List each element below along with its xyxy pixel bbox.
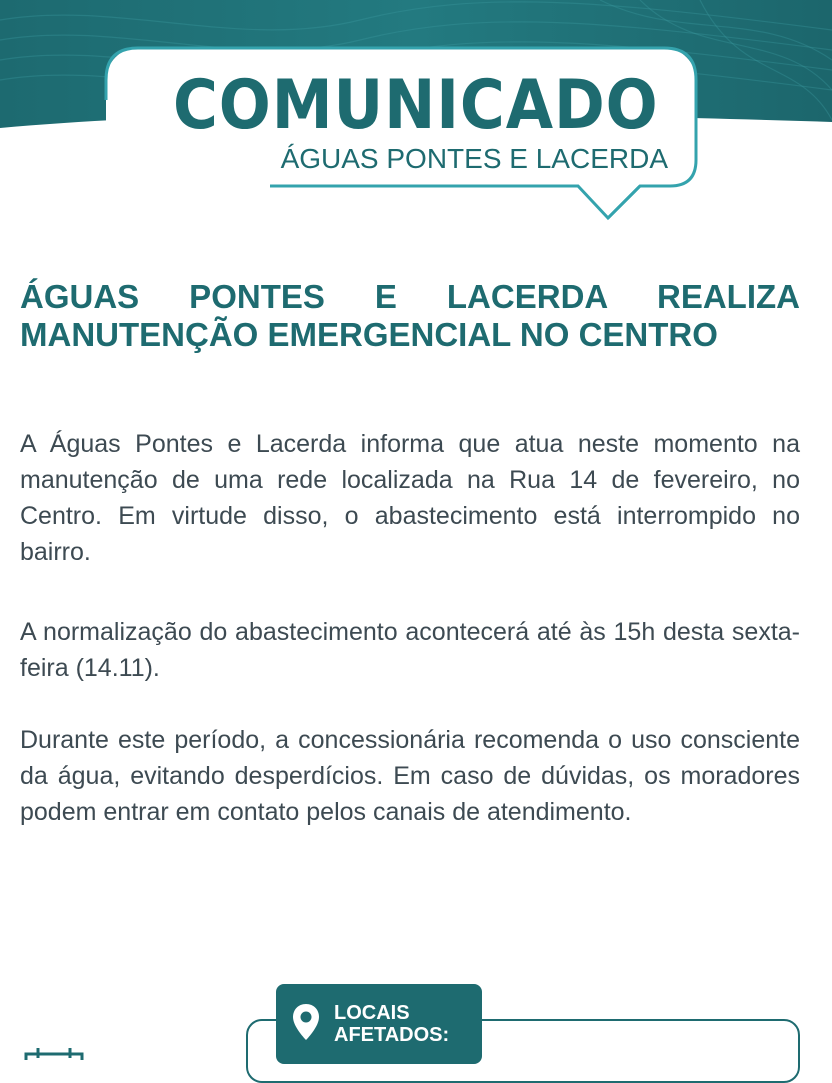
page-title: COMUNICADO <box>173 66 659 145</box>
headline-line-1: ÁGUAS PONTES E LACERDA REALIZA <box>20 278 800 315</box>
paragraph-3: Durante este período, a concessionária recomenda o uso consciente da água, evitando desperdícios. Em caso de dúvidas, os moradores podem entrar em contato pelos canais de atendimento. <box>20 726 800 826</box>
tag-line-2: AFETADOS: <box>334 1024 450 1046</box>
location-pin-icon <box>290 1002 322 1042</box>
paragraph-1: A Águas Pontes e Lacerda informa que atua neste momento na manutenção de uma rede localizada na Rua 14 de fevereiro, no Centro. Em virtude disso, o abastecimento está interrompido no bairro. <box>20 430 800 566</box>
affected-locations-tag <box>276 984 482 1064</box>
page-subtitle: ÁGUAS PONTES E LACERDA <box>280 143 668 174</box>
headline <box>20 278 800 354</box>
calendar-icon <box>24 1046 84 1060</box>
tag-line-1: LOCAIS <box>334 1002 410 1024</box>
headline-line-2: MANUTENÇÃO EMERGENCIAL NO CENTRO <box>20 316 718 353</box>
paragraph-2: A normalização do abastecimento acontecerá até às 15h desta sexta-feira (14.11). <box>20 618 800 682</box>
affected-locations-label <box>334 1002 449 1046</box>
